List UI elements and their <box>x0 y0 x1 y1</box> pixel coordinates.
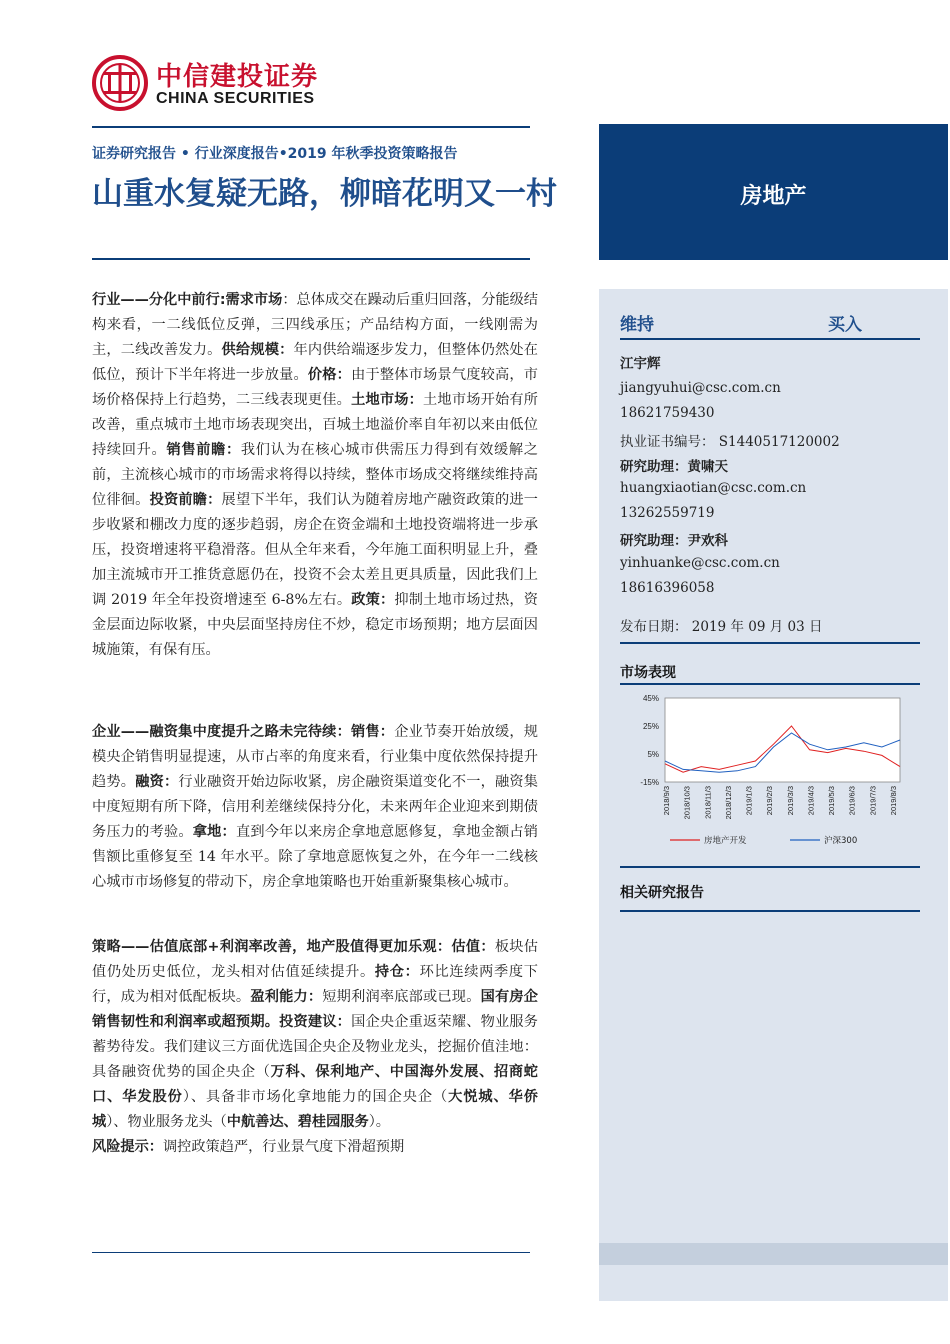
related-reports-title: 相关研究报告 <box>620 885 704 901</box>
y-tick-label: 5% <box>647 750 659 759</box>
publish-date: 发布日期： 2019 年 09 月 03 日 <box>620 619 823 635</box>
x-tick-label: 2019/1/3 <box>744 786 754 816</box>
market-rule <box>620 683 920 685</box>
header-rule <box>92 126 530 128</box>
industry-label: 房地产 <box>740 184 807 209</box>
strategy-paragraph <box>92 935 538 1160</box>
assistant1-name: 研究助理：黄啸天 <box>620 459 728 475</box>
y-tick-label: 25% <box>642 722 659 731</box>
x-tick-label: 2019/4/3 <box>806 786 816 816</box>
title-rule <box>92 258 530 260</box>
assistant1-email[interactable]: huangxiaotian@csc.com.cn <box>620 480 807 496</box>
assistant1-phone: 13262559719 <box>620 505 715 521</box>
brand-name-cn: 中信建投证券 <box>156 62 319 92</box>
footer-rule <box>92 1252 530 1253</box>
rating-value: 买入 <box>828 315 862 335</box>
industry-paragraph: 行业——分化中前行:需求市场：总体成交在躁动后重归回落，分能级结构来看，一二线低位反弹，三四线承压；产品结构方面，一线刚需为主，二线改善发力。供给规模：年内供给端逐步发力，但整体仍然处在低位，预计下半年将进一步放量。价格：由于整体市场景气度较高，市场价格保持上行趋势，二三线表现更佳。土地市场：土地市场开始有所改善，重点城市土地市场表现突出，百城土地溢价率自年初以来由低位持续回升。销售前瞻：我们认为在核心城市供需压力得到有效缓解之前，主流核心城市的市场需求将得以持续，整体市场成交将继续维持高位徘徊。投资前瞻：展望下半年，我们认为随着房地产融资政策的进一步收紧和棚改力度的逐步趋弱，房企在资金端和土地投资端将进一步承压，投资增速将平稳滑落。但从全年来看，今年施工面积明显上升，叠加主流城市开工推货意愿仍在，投资不会太差且更具质量，因此我们上调 2019 年全年投资增速至 6-8%左右。政策：抑制土地市场过热，资金层面边际收紧，中央层面坚持房住不炒，稳定市场预期；地方层面因城施策，有保有压。 <box>92 292 538 658</box>
legend-label-1: 房地产开发 <box>704 836 747 846</box>
x-tick-label: 2019/8/3 <box>889 786 898 816</box>
assistant2-email[interactable]: yinhuanke@csc.com.cn <box>620 555 780 571</box>
report-title: 山重水复疑无路，柳暗花明又一村 <box>92 176 557 212</box>
x-tick-label: 2018/12/3 <box>723 786 733 820</box>
brand-name-en: CHINA SECURITIES <box>156 90 315 107</box>
risk-text: 风险提示：调控政策趋严，行业景气度下滑超预期 <box>92 1139 405 1155</box>
x-tick-label: 2019/7/3 <box>868 786 878 816</box>
x-tick-label: 2018/9/3 <box>662 786 671 816</box>
enterprise-paragraph: 企业——融资集中度提升之路未完待续：销售：企业节奏开始放缓，规模央企销售明显提速，从市占率的角度来看，行业集中度依然保持提升趋势。融资：行业融资开始边际收紧，房企融资渠道变化不一，融资集中度短期有所下降，信用利差继续保持分化，未来两年企业迎来到期债务压力的考验。拿地：直到今年以来房企拿地意愿修复，拿地金额占销售额比重修复至 14 年水平。除了拿地意愿恢复之外，在今年一二线核心城市市场修复的带动下，房企拿地策略也开始重新聚集核心城市。 <box>92 724 538 890</box>
y-tick-label: -15% <box>640 778 659 787</box>
strategy-text: 策略——估值底部+利润率改善，地产股值得更加乐观：估值：板块估值仍处历史低位，龙头相对估值延续提升。持仓：环比连续两季度下行，成为相对低配板块。盈利能力：短期利润率底部或已现。国有房企销售韧性和利润率或超预期。投资建议：国企央企重返荣耀、物业服务蓄势待发。我们建议三方面优选国企央企及物业龙头，挖掘价值洼地：具备融资优势的国企央企（万科、保利地产、中国海外发展、招商蛇口、华发股份）、具备非市场化拿地能力的国企央企（大悦城、华侨城）、物业服务龙头（中航善达、碧桂园服务）。 <box>92 939 538 1130</box>
rating-rule <box>620 338 920 340</box>
analyst-cert: 执业证书编号： S1440517120002 <box>620 434 840 450</box>
report-subtitle: 证券研究报告 • 行业深度报告•2019 年秋季投资策略报告 <box>92 146 458 162</box>
market-performance-title: 市场表现 <box>620 665 676 681</box>
x-tick-label: 2019/2/3 <box>765 786 775 816</box>
assistant2-name: 研究助理：尹欢科 <box>620 533 728 549</box>
x-tick-label: 2019/3/3 <box>785 786 795 816</box>
chart-bottom-rule <box>620 866 920 868</box>
x-tick-label: 2018/11/3 <box>703 786 713 819</box>
market-performance-chart <box>610 688 910 850</box>
y-tick-label: 45% <box>642 694 659 703</box>
analyst-phone: 18621759430 <box>620 405 715 421</box>
assistant2-phone: 18616396058 <box>620 580 715 596</box>
related-rule <box>620 910 920 912</box>
sidebar-footer-band <box>599 1243 948 1265</box>
analyst-email[interactable]: jiangyuhui@csc.com.cn <box>620 380 781 396</box>
date-rule <box>620 642 920 644</box>
analyst-name: 江宇辉 <box>620 356 661 372</box>
x-tick-label: 2018/10/3 <box>682 786 692 820</box>
x-tick-label: 2019/5/3 <box>827 786 837 816</box>
company-logo <box>92 55 148 111</box>
x-tick-label: 2019/6/3 <box>847 786 857 816</box>
rating-label: 维持 <box>620 315 654 335</box>
legend-label-2: 沪深300 <box>824 836 858 846</box>
